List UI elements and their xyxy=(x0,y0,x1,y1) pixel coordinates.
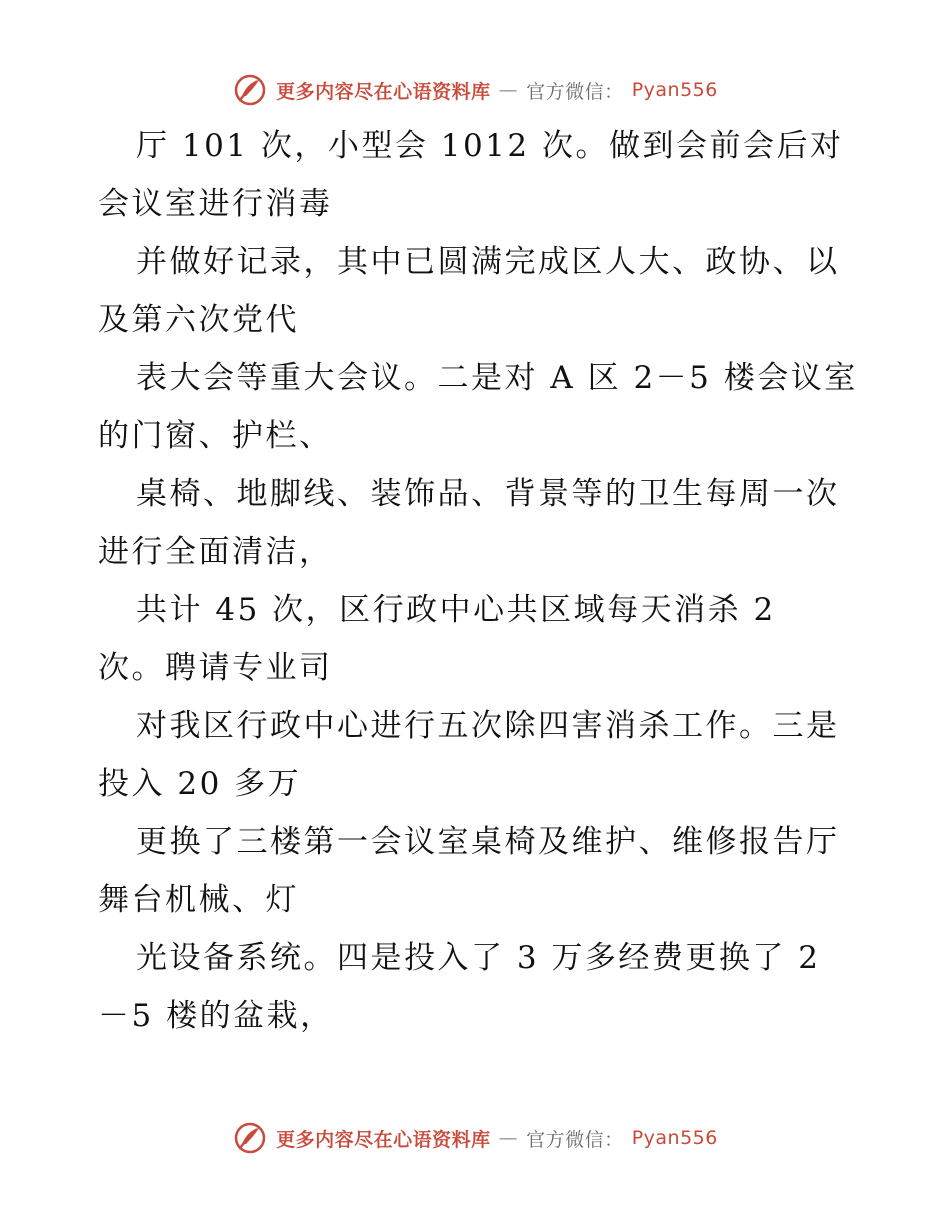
text-line: 及第六次党代 xyxy=(98,302,299,338)
watermark-wechat-id: Pyan556 xyxy=(631,1127,718,1149)
brush-logo-icon xyxy=(232,72,268,108)
text-line: 共计 45 次，区行政中心共区域每天消杀 2 xyxy=(136,592,776,628)
watermark-site-name: 更多内容尽在心语资料库 xyxy=(276,80,491,103)
text-line: 表大会等重大会议。二是对 A 区 2－5 楼会议室 xyxy=(136,360,858,396)
text-line: 光设备系统。四是投入了 3 万多经费更换了 2 xyxy=(136,940,821,976)
text-line: 对我区行政中心进行五次除四害消杀工作。三是 xyxy=(136,708,840,744)
footer-watermark xyxy=(0,1118,950,1158)
text-line: －5 楼的盆栽， xyxy=(98,998,334,1034)
text-line: 进行全面清洁， xyxy=(98,534,333,570)
watermark-wechat-id: Pyan556 xyxy=(631,79,718,101)
text-line: 次。聘请专业司 xyxy=(98,650,333,686)
watermark-wechat-label: 官方微信： xyxy=(526,1128,624,1151)
watermark-wechat-label: 官方微信： xyxy=(526,80,624,103)
text-line: 厅 101 次，小型会 1012 次。做到会前会后对 xyxy=(136,128,844,164)
document-body xyxy=(98,117,858,1045)
brush-logo-icon xyxy=(232,1120,268,1156)
text-line: 桌椅、地脚线、装饰品、背景等的卫生每周一次 xyxy=(136,476,840,512)
text-line: 投入 20 多万 xyxy=(98,766,302,802)
text-line: 舞台机械、灯 xyxy=(98,882,299,918)
text-line: 更换了三楼第一会议室桌椅及维护、维修报告厅 xyxy=(136,824,840,860)
text-line: 并做好记录，其中已圆满完成区人大、政协、以 xyxy=(136,244,840,280)
watermark-site-name: 更多内容尽在心语资料库 xyxy=(276,1128,491,1151)
text-line: 的门窗、护栏、 xyxy=(98,418,333,454)
text-line: 会议室进行消毒 xyxy=(98,186,333,222)
watermark-dash: — xyxy=(498,79,519,101)
header-watermark xyxy=(0,70,950,110)
watermark-dash: — xyxy=(498,1127,519,1149)
